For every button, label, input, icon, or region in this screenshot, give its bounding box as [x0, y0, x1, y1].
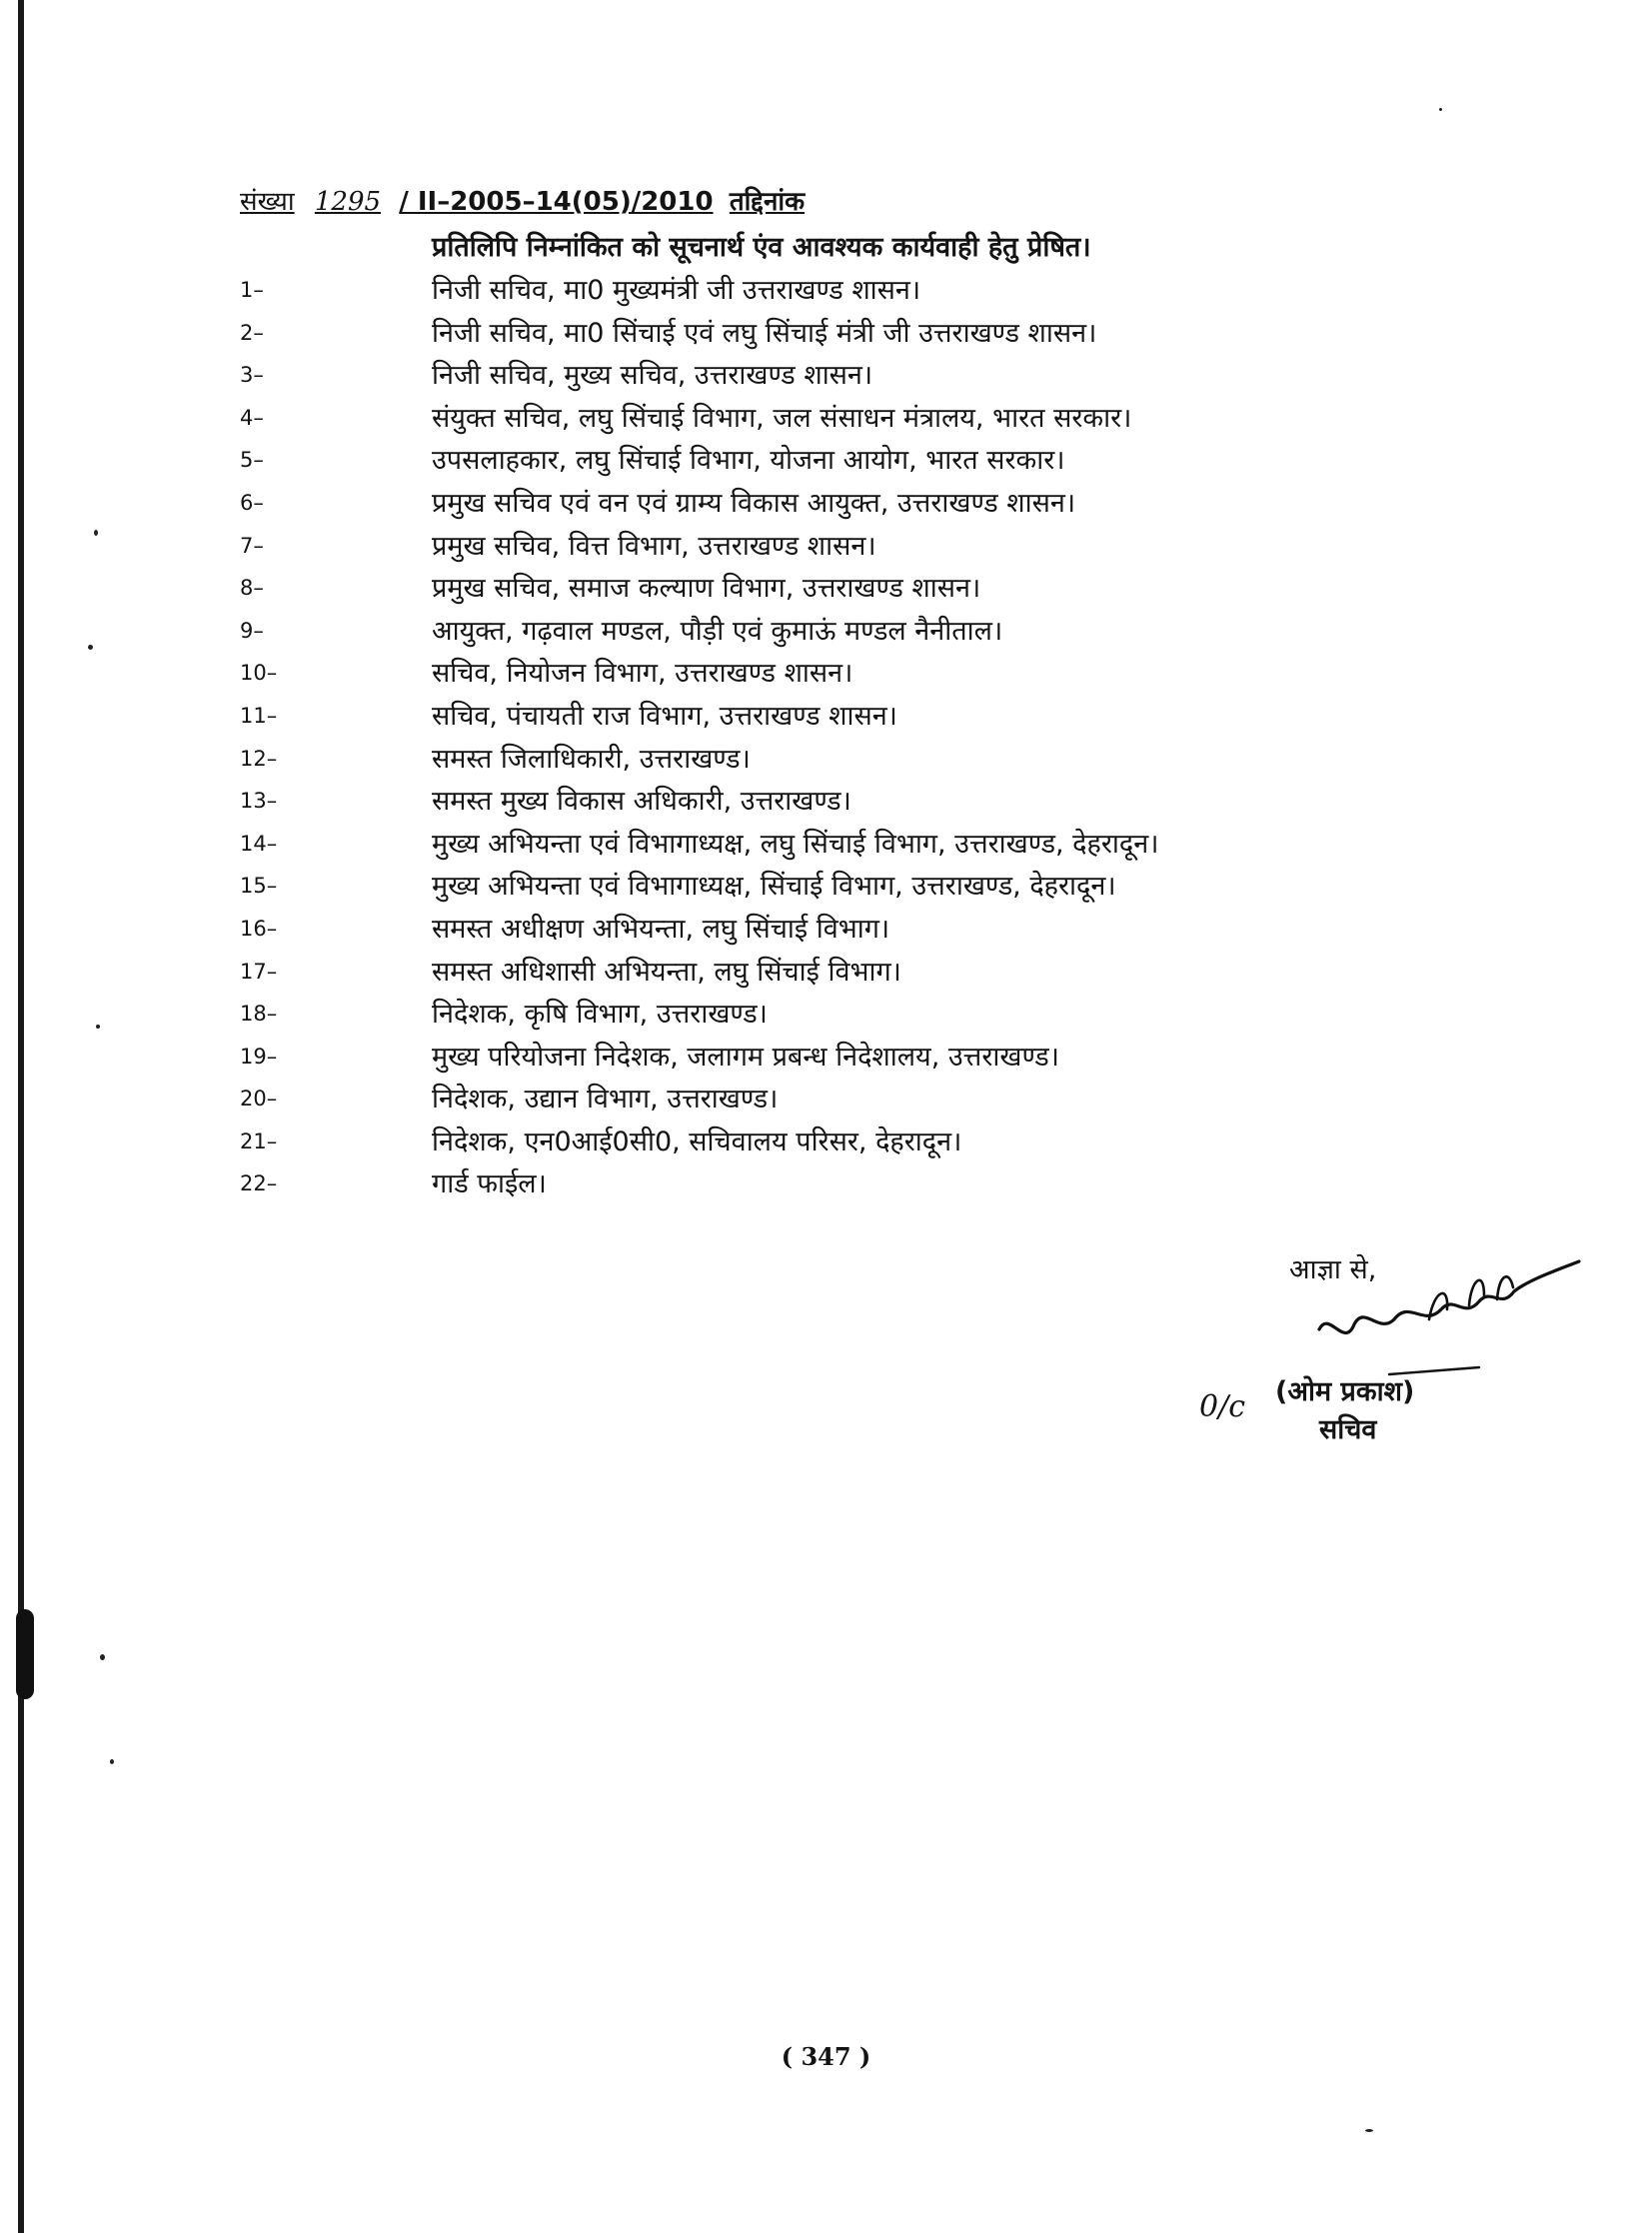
scan-speck — [96, 1025, 100, 1029]
list-item — [240, 994, 1439, 1037]
list-item — [240, 483, 1439, 526]
item-number: 10– — [240, 661, 278, 686]
item-number: 18– — [240, 1002, 278, 1027]
item-text: आयुक्त, गढ़वाल मण्डल, पौड़ी एवं कुमाऊं मण्डल नैनीताल। — [432, 615, 1003, 647]
item-text: निजी सचिव, मुख्य सचिव, उत्तराखण्ड शासन। — [432, 360, 873, 392]
intro-line: प्रतिलिपि निम्नांकित को सूचनार्थ एंव आवश्यक कार्यवाही हेतु प्रेषित। — [432, 232, 1091, 263]
item-number: 2– — [240, 320, 264, 345]
item-number: 13– — [240, 789, 278, 814]
list-item — [240, 696, 1439, 739]
list-item — [240, 398, 1439, 441]
list-item — [240, 355, 1439, 398]
list-item — [240, 739, 1439, 782]
item-number: 16– — [240, 916, 278, 941]
ref-label: संख्या — [240, 187, 295, 217]
scan-speck — [110, 1759, 114, 1764]
list-item — [240, 1121, 1439, 1164]
scan-speck — [1439, 108, 1442, 111]
item-number: 19– — [240, 1044, 278, 1069]
item-text: प्रमुख सचिव, समाज कल्याण विभाग, उत्तराखण्ड शासन। — [432, 573, 981, 605]
list-item — [240, 653, 1439, 696]
page-number: ( 347 ) — [781, 2042, 871, 2071]
item-number: 14– — [240, 831, 278, 856]
item-number: 11– — [240, 703, 278, 728]
signer-name: (ओम प्रकाश) — [1275, 1376, 1415, 1407]
item-text: निजी सचिव, मा0 सिंचाई एवं लघु सिंचाई मंत्री जी उत्तराखण्ड शासन। — [432, 317, 1097, 349]
list-item — [240, 568, 1439, 611]
ref-code: / II–2005–14(05)/2010 — [399, 187, 714, 217]
scan-speck — [1365, 2129, 1373, 2132]
scan-speck — [100, 1654, 105, 1660]
item-number: 7– — [240, 533, 264, 558]
item-text: प्रमुख सचिव, वित्त विभाग, उत्तराखण्ड शासन। — [432, 530, 876, 562]
item-text: निजी सचिव, मा0 मुख्यमंत्री जी उत्तराखण्ड शासन। — [432, 275, 921, 306]
distribution-list — [240, 270, 1439, 1206]
list-item — [240, 1163, 1439, 1206]
item-number: 12– — [240, 746, 278, 771]
item-text: मुख्य परियोजना निदेशक, जलागम प्रबन्ध निदेशालय, उत्तराखण्ड। — [432, 1041, 1059, 1073]
item-text: संयुक्त सचिव, लघु सिंचाई विभाग, जल संसाधन मंत्रालय, भारत सरकार। — [432, 402, 1132, 434]
item-text: सचिव, नियोजन विभाग, उत्तराखण्ड शासन। — [432, 658, 853, 690]
item-number: 22– — [240, 1171, 278, 1196]
item-text: मुख्य अभियन्ता एवं विभागाध्यक्ष, लघु सिंचाई विभाग, उत्तराखण्ड, देहरादून। — [432, 828, 1159, 860]
item-number: 17– — [240, 959, 278, 984]
item-text: निदेशक, एन0आई0सी0, सचिवालय परिसर, देहरादून। — [432, 1125, 962, 1157]
scan-edge — [18, 0, 24, 2233]
signer-title: सचिव — [1319, 1414, 1377, 1445]
item-number: 1– — [240, 278, 264, 302]
ref-date: तद्दिनांक — [729, 187, 806, 217]
order-text: आज्ञा से, — [1289, 1254, 1377, 1285]
list-item — [240, 824, 1439, 867]
list-item — [240, 952, 1439, 995]
item-number: 20– — [240, 1087, 278, 1112]
list-item — [240, 1079, 1439, 1121]
list-item — [240, 866, 1439, 909]
list-item — [240, 440, 1439, 483]
scan-speck — [94, 530, 98, 536]
reference-line — [240, 182, 805, 218]
item-text: प्रमुख सचिव एवं वन एवं ग्राम्य विकास आयुक्त, उत्तराखण्ड शासन। — [432, 487, 1076, 519]
list-item — [240, 781, 1439, 824]
list-item — [240, 1037, 1439, 1080]
item-text: समस्त अधीक्षण अभियन्ता, लघु सिंचाई विभाग। — [432, 913, 890, 945]
item-text: निदेशक, कृषि विभाग, उत्तराखण्ड। — [432, 999, 768, 1031]
item-text: समस्त अधिशासी अभियन्ता, लघु सिंचाई विभाग। — [432, 956, 901, 988]
list-item — [240, 526, 1439, 569]
item-text: उपसलाहकार, लघु सिंचाई विभाग, योजना आयोग, भारत सरकार। — [432, 445, 1065, 477]
item-number: 15– — [240, 874, 278, 899]
item-number: 8– — [240, 576, 264, 601]
item-text: समस्त जिलाधिकारी, उत्तराखण्ड। — [432, 743, 751, 775]
ref-number-handwritten: 1295 — [314, 187, 382, 217]
signature-block — [1179, 1239, 1599, 1469]
list-item — [240, 909, 1439, 952]
scan-speck — [88, 645, 93, 650]
list-item — [240, 313, 1439, 356]
item-number: 21– — [240, 1128, 278, 1153]
item-number: 9– — [240, 618, 264, 643]
item-text: सचिव, पंचायती राज विभाग, उत्तराखण्ड शासन। — [432, 700, 897, 732]
list-item — [240, 270, 1439, 313]
item-text: गार्ड फाईल। — [432, 1168, 547, 1200]
signed-for-mark: 0/c — [1199, 1389, 1245, 1424]
item-text: निदेशक, उद्यान विभाग, उत्तराखण्ड। — [432, 1084, 779, 1116]
list-item — [240, 611, 1439, 654]
item-text: मुख्य अभियन्ता एवं विभागाध्यक्ष, सिंचाई विभाग, उत्तराखण्ड, देहरादून। — [432, 871, 1116, 903]
item-number: 6– — [240, 490, 264, 515]
item-number: 5– — [240, 448, 264, 473]
scan-edge-mark — [16, 1609, 34, 1699]
item-number: 4– — [240, 405, 264, 430]
item-text: समस्त मुख्य विकास अधिकारी, उत्तराखण्ड। — [432, 786, 851, 818]
item-number: 3– — [240, 363, 264, 388]
